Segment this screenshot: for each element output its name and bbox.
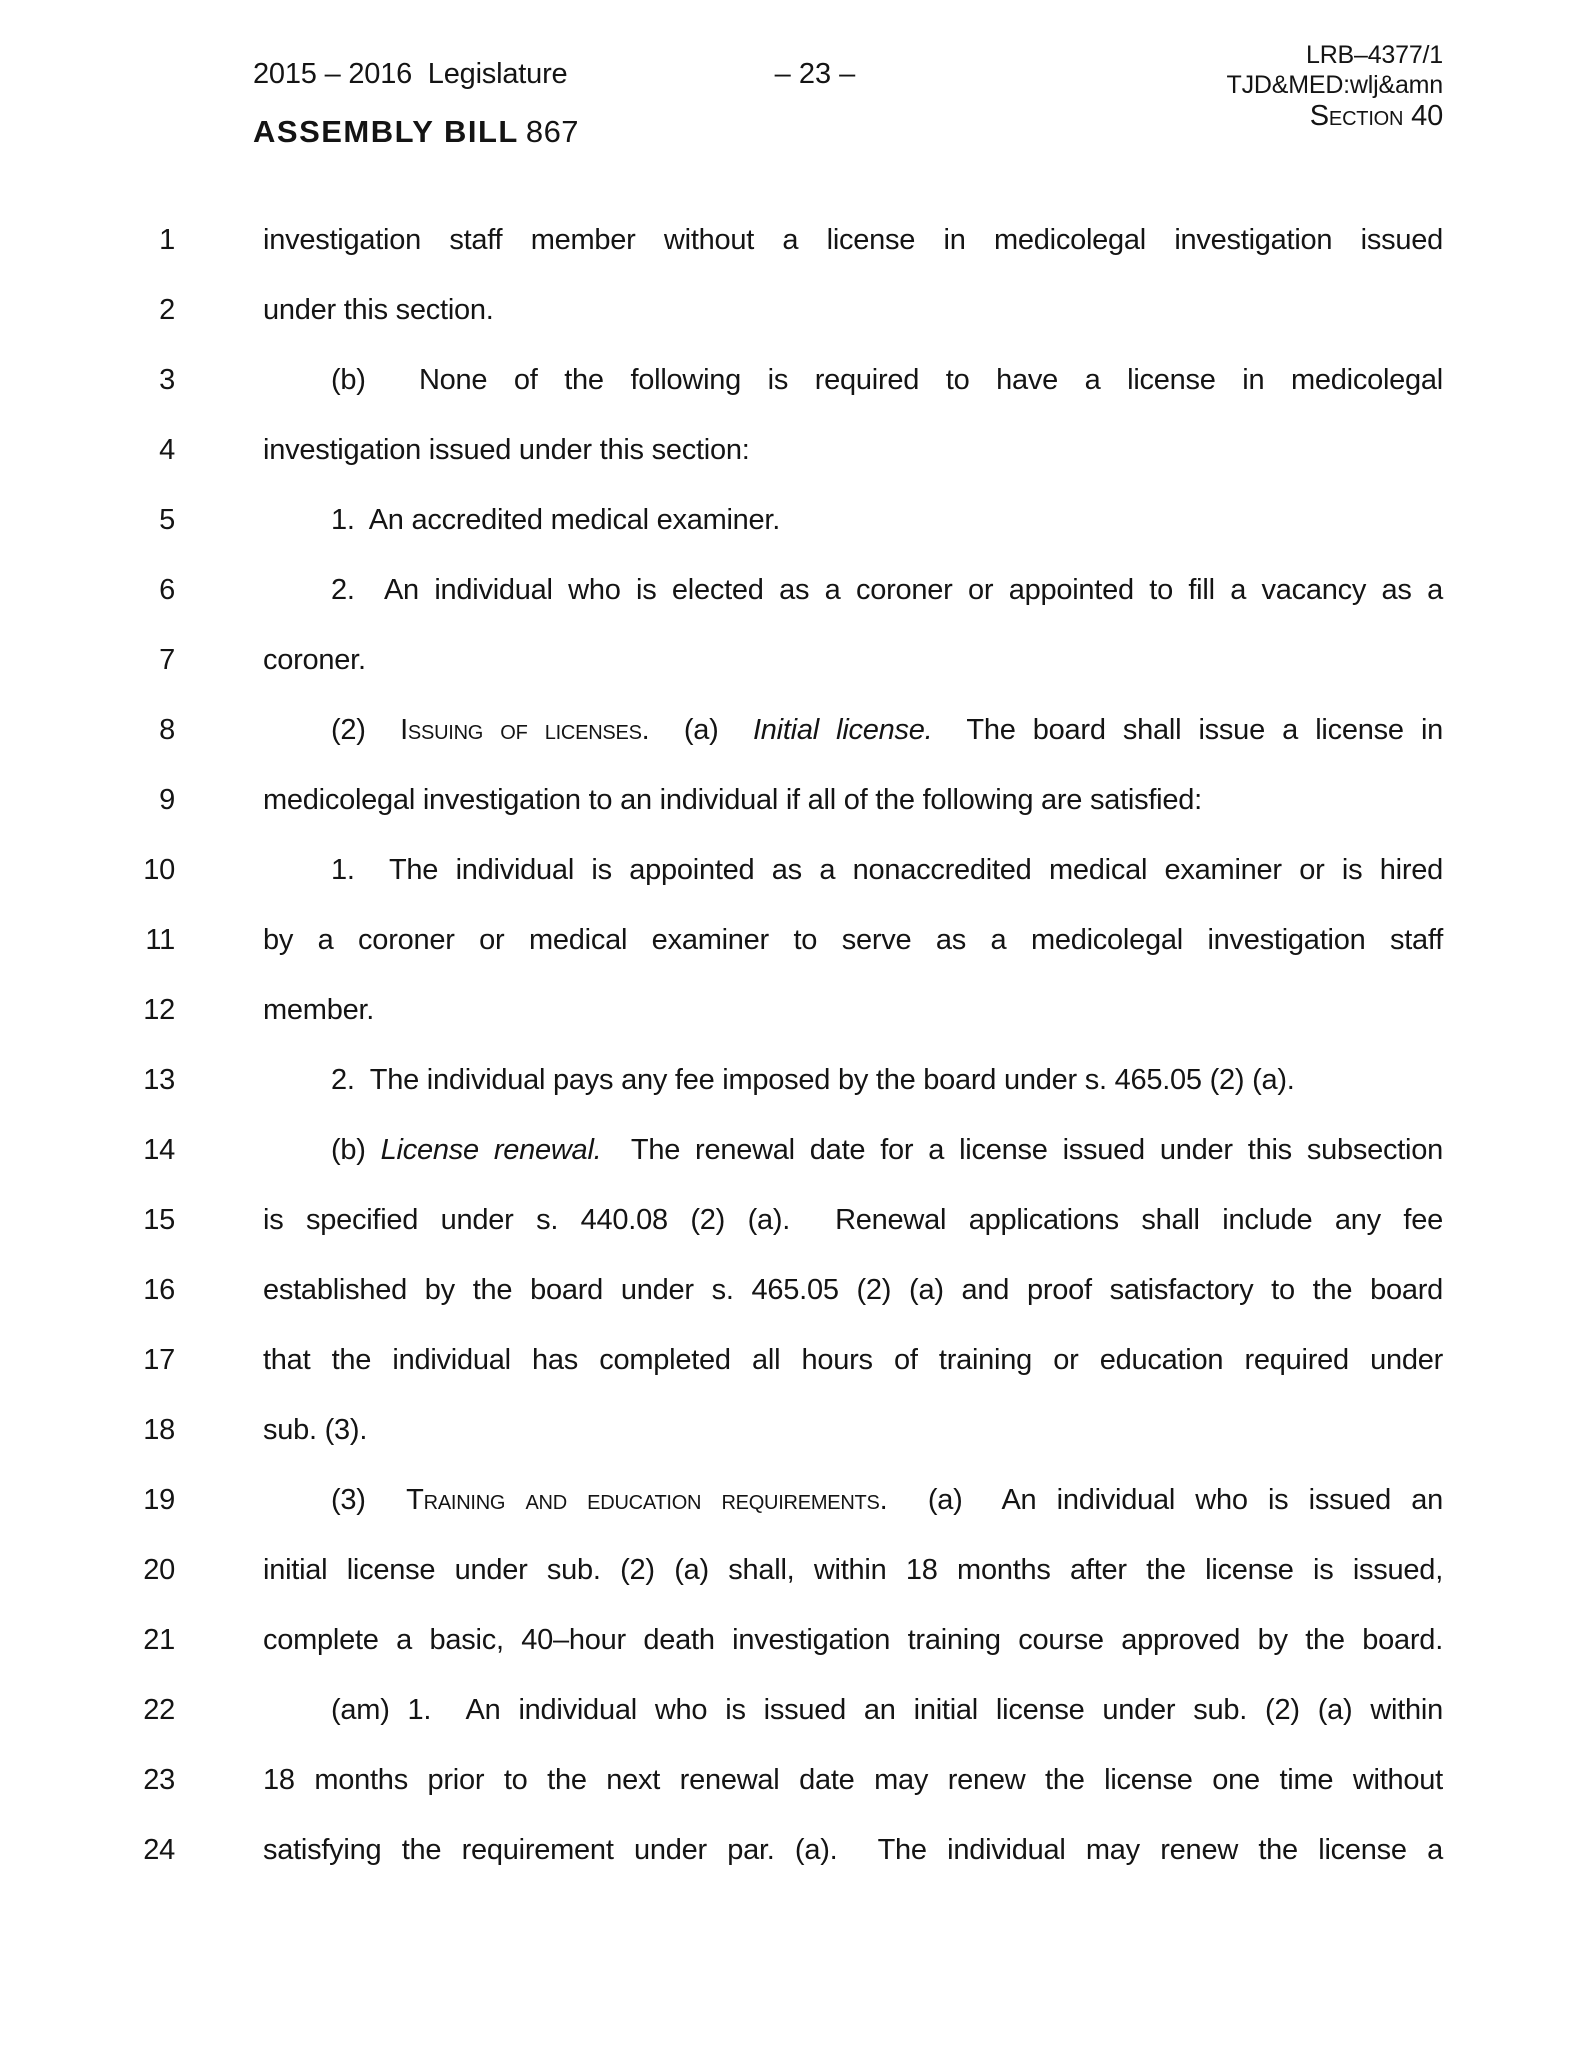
text-segment: The board shall issue a license in: [932, 714, 1444, 746]
line-text: [263, 1815, 1443, 1885]
text-line: [0, 345, 1583, 415]
text-segment: The renewal date for a license issued under this subsection: [601, 1134, 1443, 1166]
text-line: [0, 555, 1583, 625]
text-line: [0, 765, 1583, 835]
text-line: [0, 1675, 1583, 1745]
line-number: 1: [159, 224, 175, 256]
text-line: [0, 1115, 1583, 1185]
header-reference-block: [1227, 40, 1443, 133]
line-text: [263, 1675, 1443, 1745]
bill-title: [253, 115, 579, 149]
text-line: [0, 1185, 1583, 1255]
bill-title-words: ASSEMBLY BILL: [253, 114, 519, 149]
document-body: [0, 205, 1583, 1885]
line-number: 5: [159, 504, 175, 536]
line-number: 6: [159, 574, 175, 606]
line-text: [263, 1605, 1443, 1675]
text-segment: investigation staff member without a license in medicolegal investigation issued: [263, 224, 1443, 256]
line-number: 24: [143, 1834, 175, 1866]
line-number: 22: [143, 1694, 175, 1726]
line-number: 18: [143, 1414, 175, 1446]
line-text: [263, 975, 1443, 1045]
text-segment: is specified under s. 440.08 (2) (a). Renewal applications shall include any fee: [263, 1204, 1443, 1236]
line-number: 12: [143, 994, 175, 1026]
line-number: 9: [159, 784, 175, 816]
line-text: [263, 415, 1443, 485]
line-text: [263, 905, 1443, 975]
line-text: [263, 1465, 1443, 1535]
text-line: [0, 625, 1583, 695]
text-segment: (2): [331, 714, 401, 746]
text-segment: (a) An individual who is issued an: [887, 1484, 1443, 1516]
line-number: 14: [143, 1134, 175, 1166]
line-number: 4: [159, 434, 175, 466]
text-segment: sub. (3).: [263, 1414, 368, 1446]
line-text: [263, 1255, 1443, 1325]
text-line: [0, 905, 1583, 975]
text-line: [0, 205, 1583, 275]
text-segment: that the individual has completed all hours of training or education required under: [263, 1344, 1443, 1376]
text-segment: (b) None of the following is required to have a license in medicolegal: [331, 364, 1443, 396]
line-text: [263, 555, 1443, 625]
line-text: [263, 1045, 1443, 1115]
text-segment: 2. The individual pays any fee imposed by the board under s. 465.05 (2) (a).: [331, 1064, 1295, 1096]
line-text: [263, 485, 1443, 555]
section-number: 40: [1411, 100, 1443, 132]
text-segment: complete a basic, 40–hour death investigation training course approved by the board.: [263, 1624, 1443, 1656]
line-text: [263, 1185, 1443, 1255]
text-segment: under this section.: [263, 294, 494, 326]
text-segment: initial license under sub. (2) (a) shall, within 18 months after the license is issued,: [263, 1554, 1443, 1586]
line-number: 10: [143, 854, 175, 886]
text-line: [0, 1535, 1583, 1605]
section-word: Section: [1309, 100, 1404, 132]
text-line: [0, 1325, 1583, 1395]
text-segment: by a coroner or medical examiner to serve as a medicolegal investigation staff: [263, 924, 1443, 956]
text-line: [0, 695, 1583, 765]
line-number: 7: [159, 644, 175, 676]
line-number: 3: [159, 364, 175, 396]
line-number: 11: [145, 924, 175, 956]
line-number: 23: [143, 1764, 175, 1796]
text-segment: investigation issued under this section:: [263, 434, 750, 466]
line-number: 8: [159, 714, 175, 746]
line-text: [263, 1115, 1443, 1185]
header-lrb-code: LRB–4377/1: [1305, 41, 1443, 69]
line-number: 2: [159, 294, 175, 326]
text-segment: 1. An accredited medical examiner.: [331, 504, 781, 536]
line-text: [263, 1325, 1443, 1395]
header-page-number: – 23 –: [774, 58, 856, 90]
text-line: [0, 415, 1583, 485]
header-drafter-code: TJD&MED:wlj&amn: [1226, 71, 1443, 99]
text-line: [0, 1745, 1583, 1815]
paragraph-title: License renewal.: [380, 1134, 602, 1166]
line-text: [263, 205, 1443, 275]
text-segment: satisfying the requirement under par. (a). The individual may renew the license a: [263, 1834, 1443, 1866]
line-text: [263, 275, 1443, 345]
text-line: [0, 485, 1583, 555]
text-segment: (am) 1. An individual who is issued an initial license under sub. (2) (a) within: [331, 1694, 1443, 1726]
text-line: [0, 835, 1583, 905]
line-number: 16: [143, 1274, 175, 1306]
text-line: [0, 1395, 1583, 1465]
small-caps-heading: Issuing of licenses.: [400, 714, 650, 746]
text-segment: 2. An individual who is elected as a coroner or appointed to fill a vacancy as a: [331, 574, 1443, 606]
line-text: [263, 695, 1443, 765]
line-number: 17: [143, 1344, 175, 1376]
text-segment: coroner.: [263, 644, 366, 676]
line-number: 19: [143, 1484, 175, 1516]
text-line: [0, 975, 1583, 1045]
line-number: 20: [143, 1554, 175, 1586]
line-number: 21: [143, 1624, 175, 1656]
line-number: 13: [143, 1064, 175, 1096]
text-segment: 1. The individual is appointed as a nonaccredited medical examiner or is hired: [331, 854, 1443, 886]
line-number: 15: [143, 1204, 175, 1236]
text-segment: (b): [331, 1134, 381, 1166]
paragraph-title: Initial license.: [753, 714, 933, 746]
text-segment: (a): [649, 714, 753, 746]
line-text: [263, 765, 1443, 835]
text-line: [0, 1605, 1583, 1675]
text-segment: established by the board under s. 465.05 (2) (a) and proof satisfactory to the board: [263, 1274, 1443, 1306]
text-line: [0, 275, 1583, 345]
text-segment: 18 months prior to the next renewal date may renew the license one time without: [263, 1764, 1443, 1796]
line-text: [263, 625, 1443, 695]
line-text: [263, 1535, 1443, 1605]
text-line: [0, 1255, 1583, 1325]
small-caps-heading: Training and education requirements.: [406, 1484, 888, 1516]
bill-title-number: 867: [525, 114, 580, 149]
line-text: [263, 345, 1443, 415]
line-text: [263, 1395, 1443, 1465]
text-line: [0, 1815, 1583, 1885]
header-legislature: 2015 – 2016 Legislature: [253, 58, 568, 90]
line-text: [263, 1745, 1443, 1815]
line-text: [263, 835, 1443, 905]
text-segment: (3): [331, 1484, 407, 1516]
text-segment: medicolegal investigation to an individual if all of the following are satisfied:: [263, 784, 1202, 816]
text-line: [0, 1045, 1583, 1115]
header-section-label: [1227, 100, 1443, 133]
text-line: [0, 1465, 1583, 1535]
text-segment: member.: [263, 994, 375, 1026]
